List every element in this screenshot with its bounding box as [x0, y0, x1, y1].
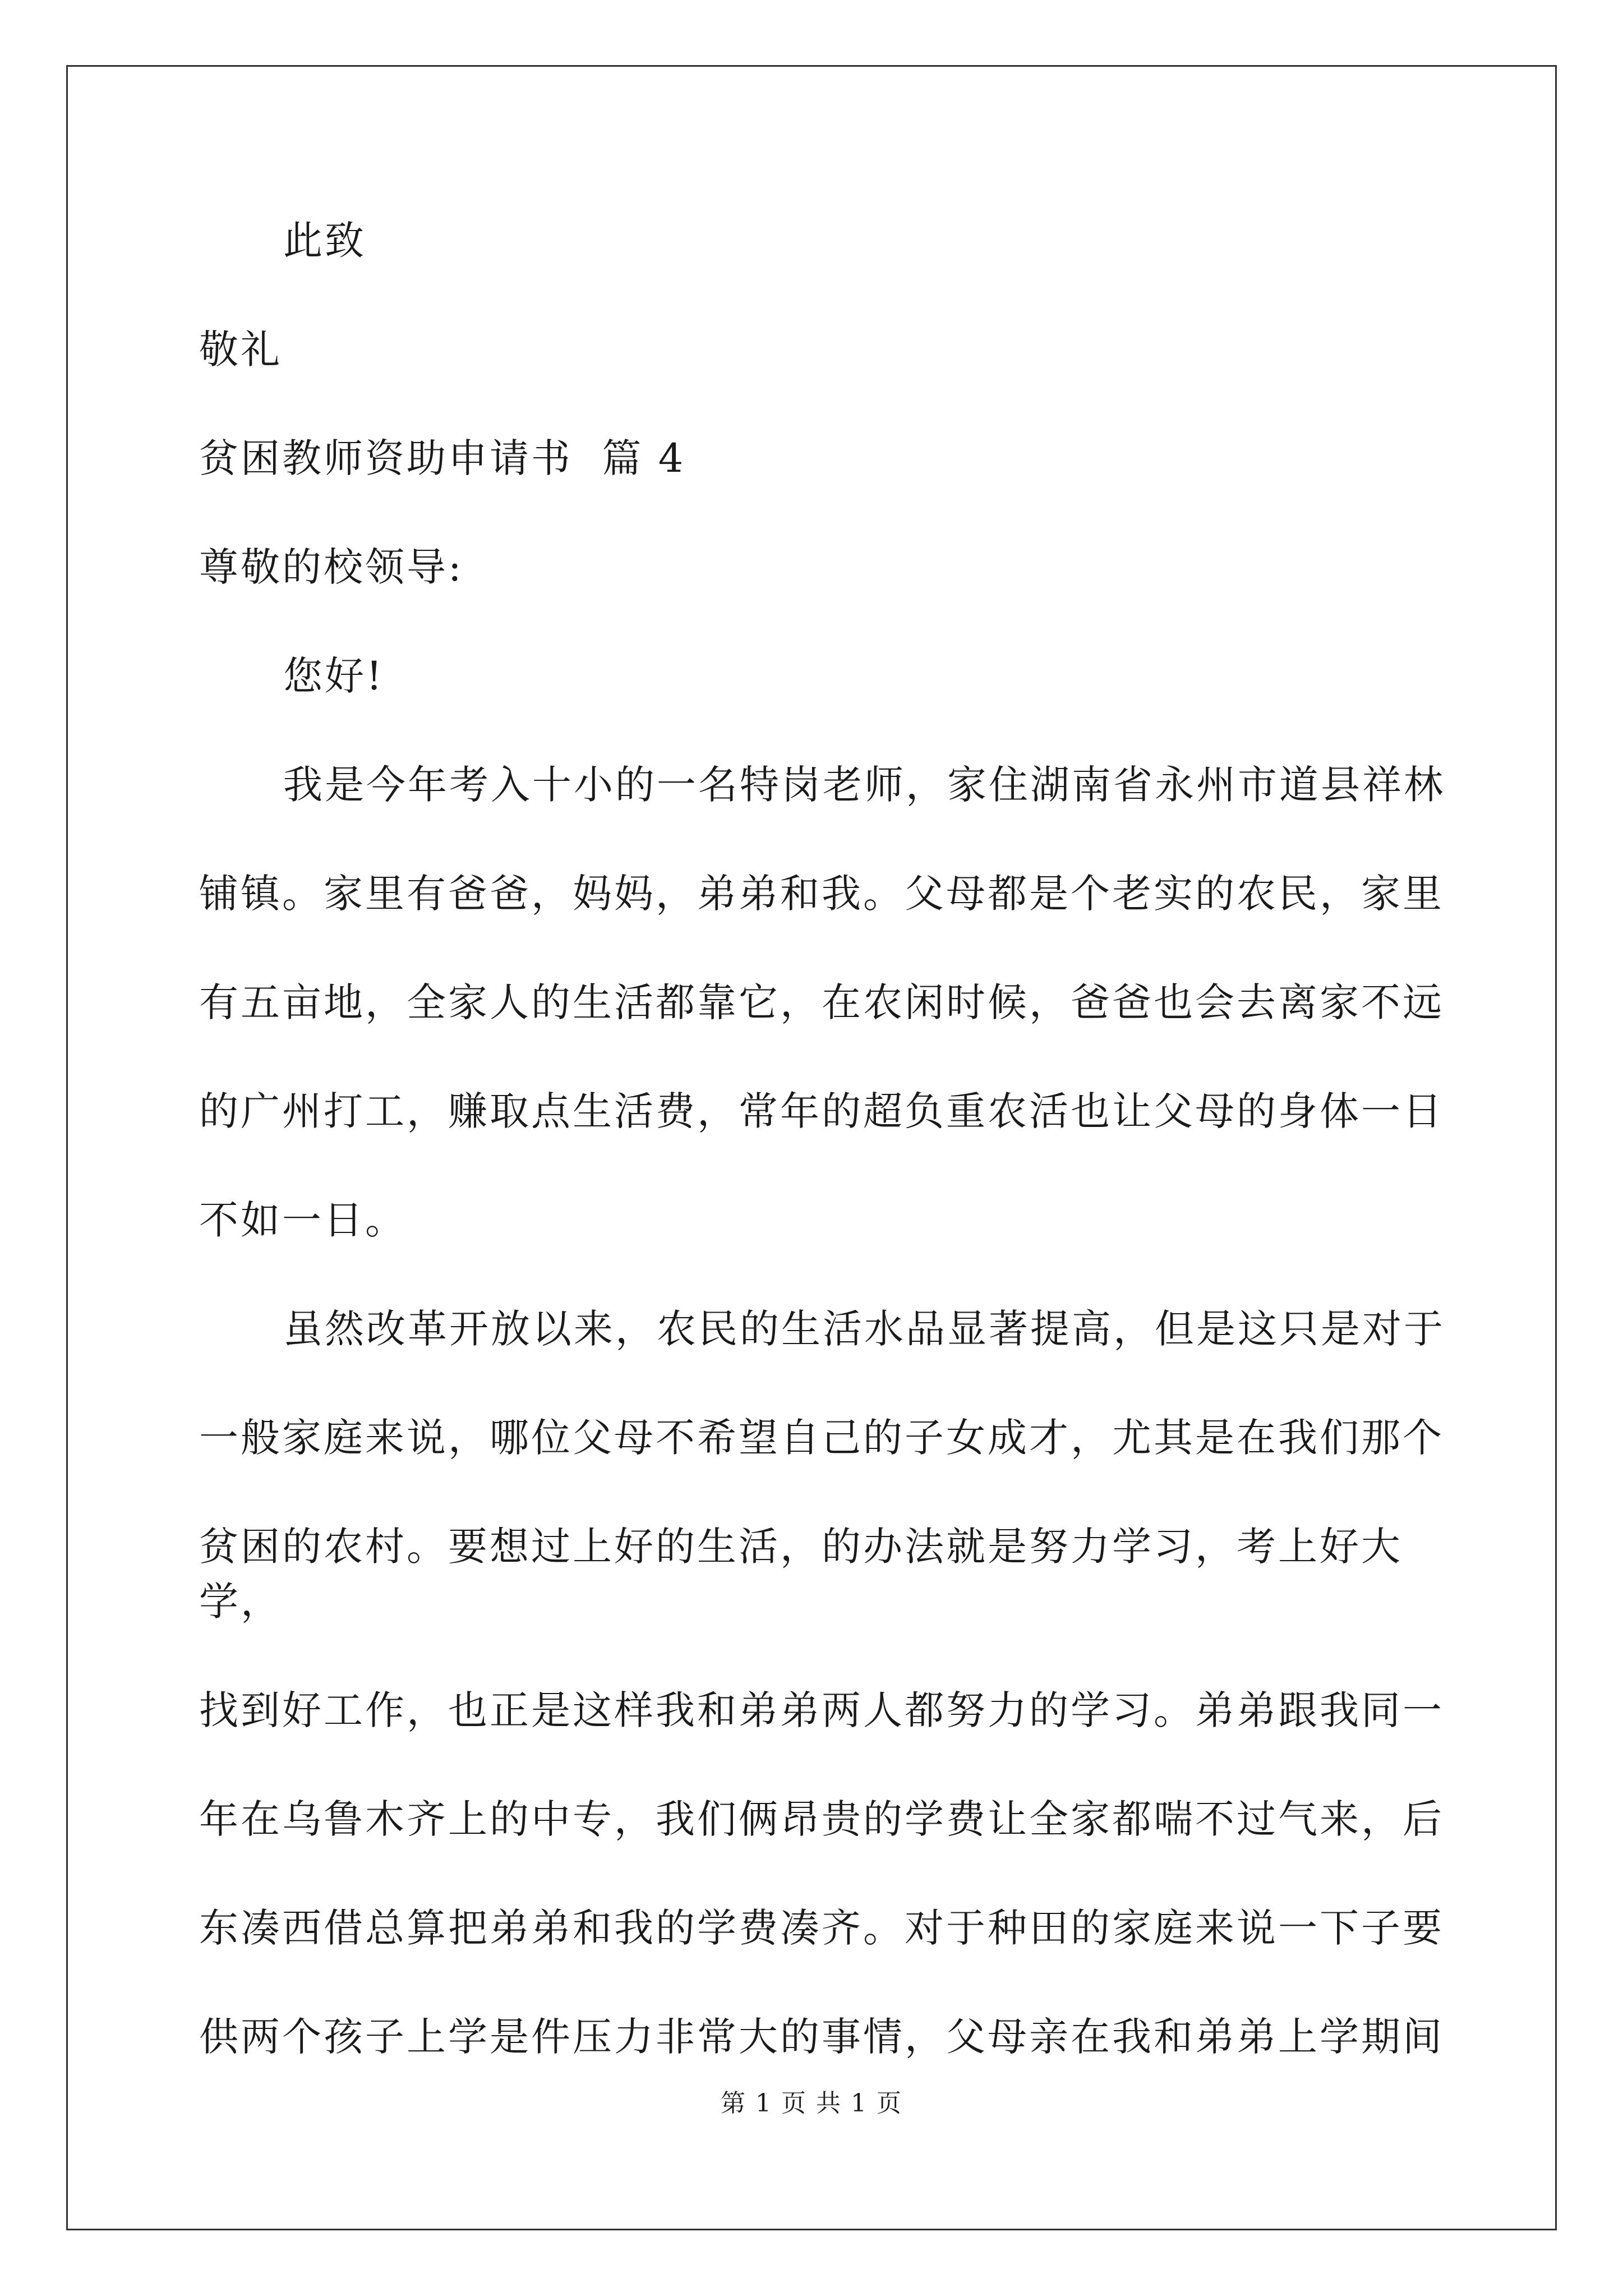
closing-line-2: 敬礼	[199, 326, 282, 372]
closing-line-1: 此致	[283, 218, 366, 264]
paragraph-line: 的广州打工，赚取点生活费，常年的超负重农活也让父母的身体一日	[199, 1088, 1444, 1134]
document-body	[199, 213, 1450, 2064]
paragraph-line: 不如一日。	[199, 1197, 407, 1243]
paragraph-line: 年在乌鲁木齐上的中专，我们俩昂贵的学费让全家都喘不过气来，后	[199, 1796, 1444, 1842]
paragraph-line: 铺镇。家里有爸爸，妈妈，弟弟和我。父母都是个老实的农民，家里	[199, 871, 1444, 917]
paragraph-line: 贫困的农村。要想过上好的生活，的办法就是努力学习，考上好大学，	[199, 1524, 1403, 1625]
page-footer: 第 1 页 共 1 页	[721, 2089, 902, 2118]
paragraph-line: 有五亩地，全家人的生活都靠它，在农闲时候，爸爸也会去离家不远	[199, 979, 1444, 1025]
paragraph-line: 一般家庭来说，哪位父母不希望自己的子女成才，尤其是在我们那个	[199, 1415, 1444, 1461]
paragraph-line: 我是今年考入十小的一名特岗老师，家住湖南省永州市道县祥林	[283, 762, 1445, 808]
paragraph-1	[199, 757, 1450, 1248]
paragraph-line: 东凑西借总算把弟弟和我的学费凑齐。对于种田的家庭来说一下子要	[199, 1905, 1444, 1951]
paragraph-2	[199, 1301, 1450, 2064]
greeting: 您好!	[283, 653, 385, 699]
paragraph-line: 虽然改革开放以来，农民的生活水品显著提高，但是这只是对于	[283, 1306, 1445, 1352]
salutation: 尊敬的校领导:	[199, 544, 464, 590]
paragraph-line: 找到好工作，也正是这样我和弟弟两人都努力的学习。弟弟跟我同一	[199, 1687, 1444, 1733]
paragraph-line: 供两个孩子上学是件压力非常大的事情，父母亲在我和弟弟上学期间	[199, 2014, 1444, 2060]
section-heading: 贫困教师资助申请书 篇 4	[199, 435, 686, 481]
